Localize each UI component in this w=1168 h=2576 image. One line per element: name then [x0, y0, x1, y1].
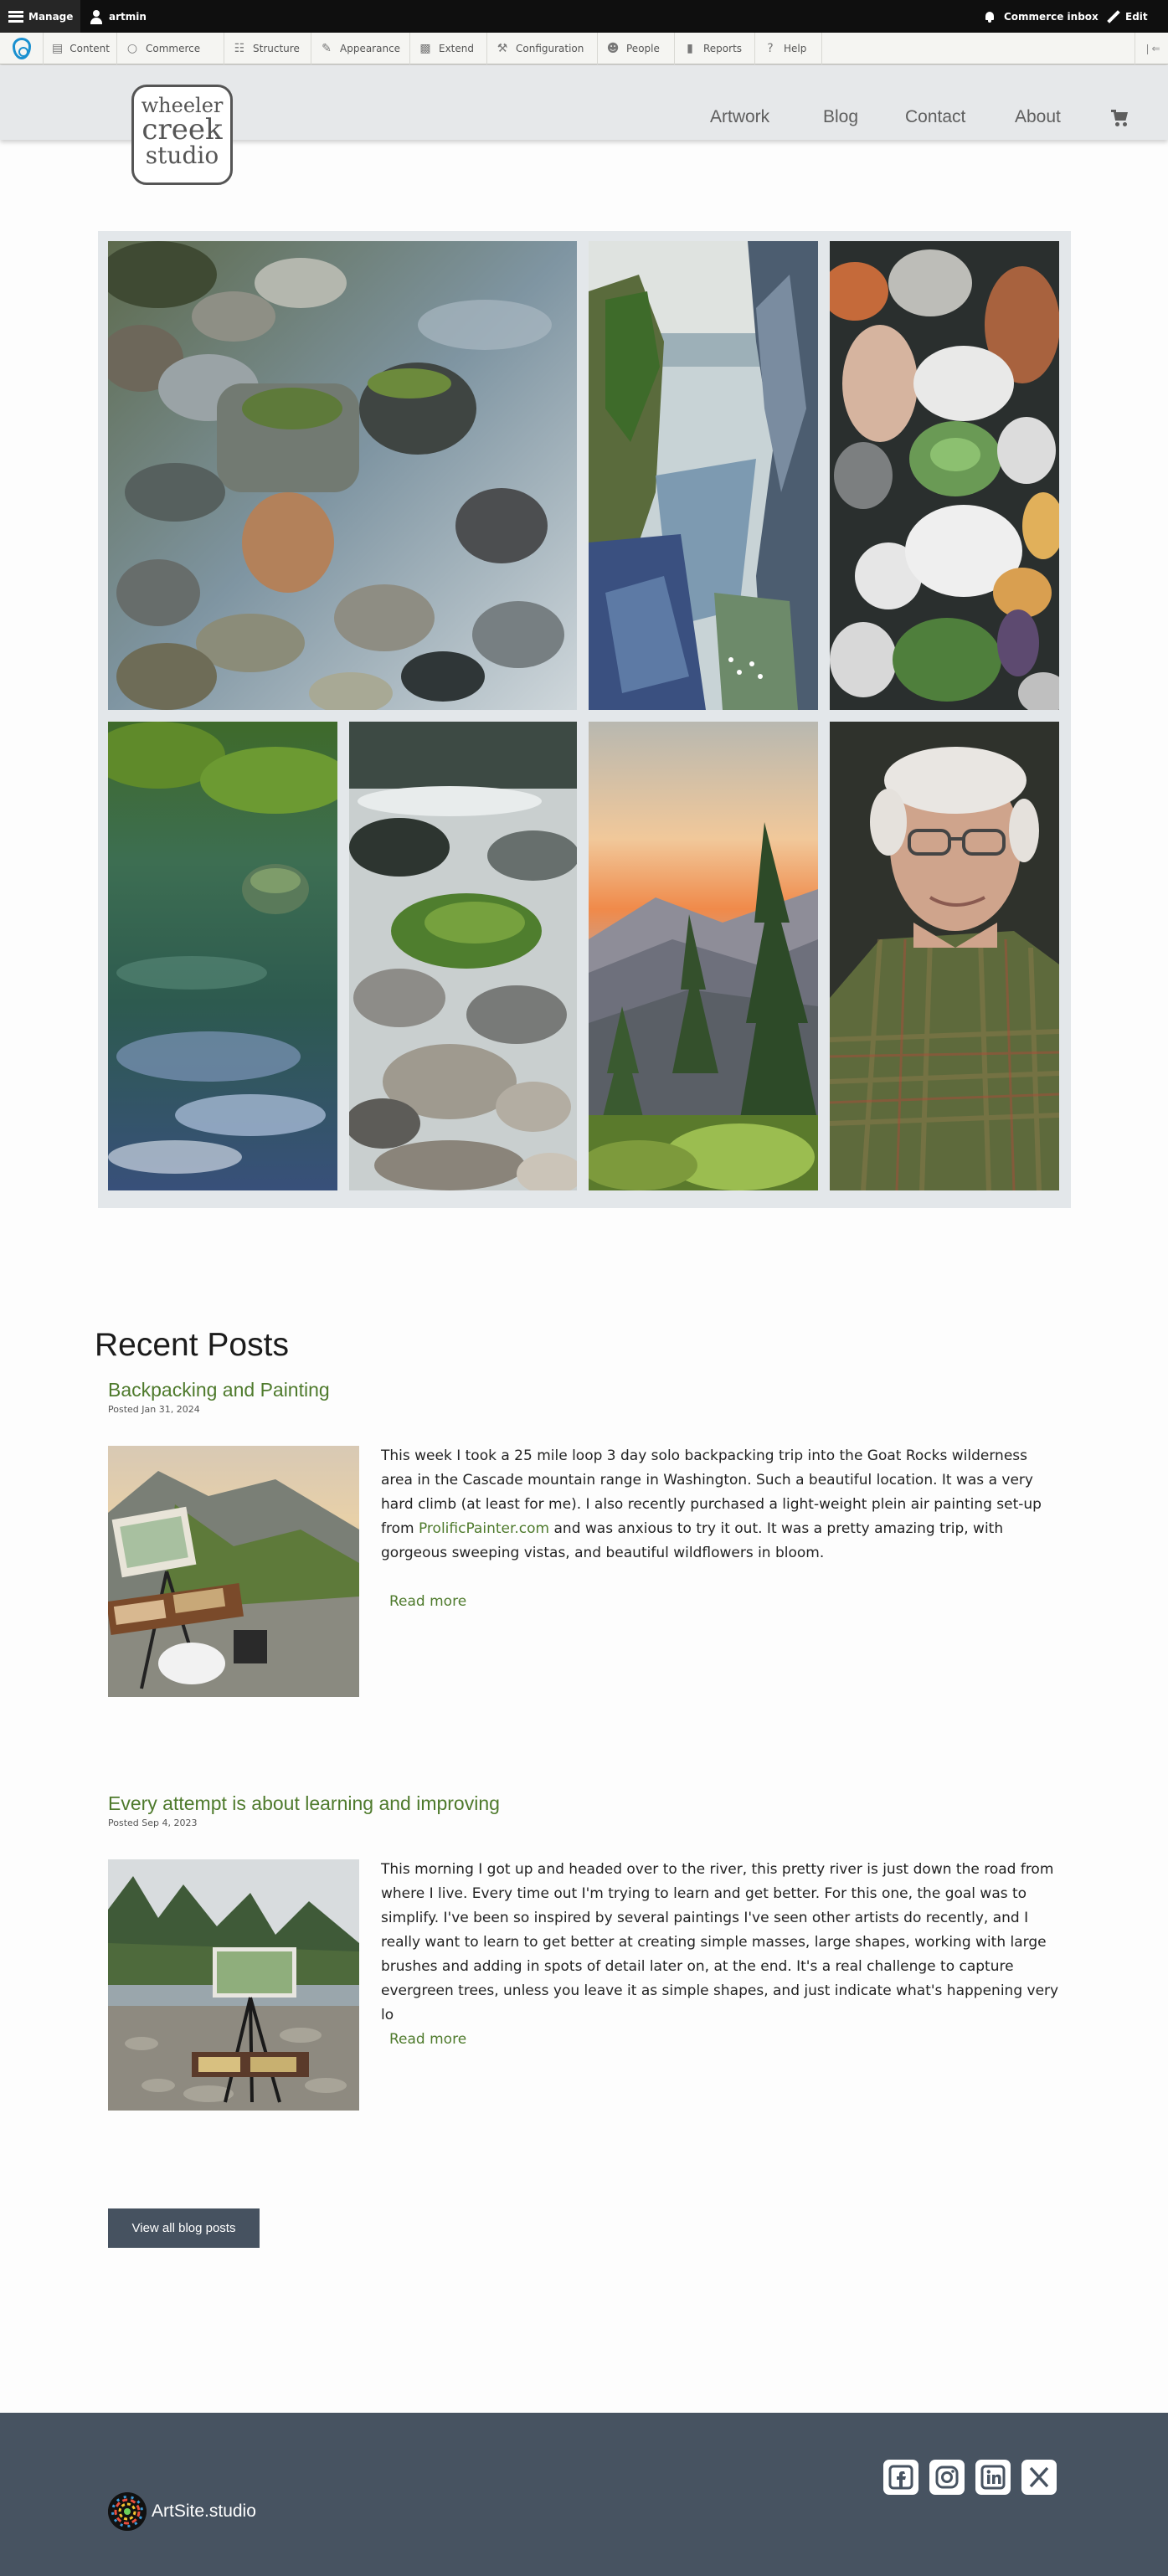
- prolific-painter-link[interactable]: ProlificPainter.com: [418, 1520, 550, 1537]
- logo-line-2: creek: [141, 113, 223, 147]
- cart-icon[interactable]: [1111, 110, 1129, 126]
- tray-item-help[interactable]: [755, 33, 822, 64]
- commerce-inbox-label: Commerce inbox: [1004, 10, 1099, 23]
- tray-item-label: Extend: [439, 43, 474, 54]
- coastal-cove-painting[interactable]: [589, 241, 818, 710]
- tray-item-label: Content: [69, 43, 110, 54]
- post-date: Posted Jan 31, 2024: [108, 1404, 200, 1415]
- user-button[interactable]: [89, 0, 147, 33]
- post-title-link[interactable]: Backpacking and Painting: [108, 1379, 330, 1401]
- artsite-brand-link[interactable]: [108, 2491, 256, 2532]
- facebook-icon[interactable]: [883, 2460, 918, 2495]
- bell-icon: [984, 11, 996, 23]
- tray-item-content[interactable]: [44, 33, 117, 64]
- configuration-icon: ⚒: [497, 42, 508, 55]
- tray-item-commerce[interactable]: [117, 33, 224, 64]
- artwork-gallery: [98, 231, 1071, 1208]
- tray-item-label: Structure: [253, 43, 300, 54]
- post-thumbnail-river[interactable]: [108, 1859, 359, 2111]
- manage-button[interactable]: [0, 0, 80, 33]
- post-thumbnail-backpacking[interactable]: [108, 1446, 359, 1697]
- edit-label: Edit: [1125, 10, 1148, 23]
- tray-item-label: Configuration: [516, 43, 584, 54]
- commerce-icon: ○: [126, 42, 138, 55]
- mountain-sunset-painting[interactable]: [589, 722, 818, 1190]
- edit-button[interactable]: [1107, 0, 1148, 33]
- drupal-drop-icon: [13, 38, 31, 59]
- structure-icon: ☷: [234, 42, 245, 55]
- post-body-text: and was anxious to try it out. It was a pretty amazing trip, with gorgeous sweeping vistas, and beautiful wildflowers in bloom.: [381, 1520, 1004, 1561]
- user-icon: [89, 9, 104, 24]
- tray-item-appearance[interactable]: [311, 33, 410, 64]
- post-title-link[interactable]: Every attempt is about learning and improving: [108, 1792, 500, 1814]
- tray-item-label: Help: [784, 43, 807, 54]
- tray-item-configuration[interactable]: [487, 33, 598, 64]
- tray-item-label: Commerce: [146, 43, 201, 54]
- logo-line-1: wheeler: [141, 94, 224, 117]
- site-logo[interactable]: [131, 85, 233, 185]
- tray-item-extend[interactable]: [410, 33, 487, 64]
- extend-icon: ▩: [419, 42, 431, 55]
- tray-item-label: People: [626, 43, 660, 54]
- post-body: [381, 1444, 1063, 1566]
- tray-item-reports[interactable]: [675, 33, 755, 64]
- read-more-link[interactable]: Read more: [389, 2031, 467, 2048]
- post-date: Posted Sep 4, 2023: [108, 1818, 198, 1828]
- logo-line-3: studio: [145, 141, 219, 169]
- hamburger-icon: [8, 11, 23, 23]
- admin-tray: [0, 33, 1168, 64]
- read-more-link[interactable]: Read more: [389, 1593, 467, 1610]
- appearance-icon: ✎: [322, 42, 332, 55]
- river-rocks-painting[interactable]: [108, 241, 577, 710]
- nav-artwork[interactable]: Artwork: [710, 107, 770, 126]
- admin-toolbar: [0, 0, 1168, 33]
- manage-label: Manage: [28, 10, 74, 23]
- nav-about[interactable]: About: [1015, 107, 1061, 126]
- commerce-inbox-button[interactable]: [984, 0, 1099, 33]
- post-body: This morning I got up and headed over to the river, this pretty river is just down the road from where I live. Every time out I'm trying to learn and get better. For this one, the goal was to simplify. I've been so inspired by several paintings I've seen other artists do recently, and I really want to learn to get better at creating simple masses, large shapes, working with large brushes and adding in spots of detail later on, at the end. It's a real challenge to capture evergreen trees, unless you leave it as simple shapes, and just indicate what's happening very lo: [381, 1861, 1059, 2023]
- artsite-brand-label: ArtSite.studio: [152, 2501, 256, 2521]
- pencil-icon: [1107, 10, 1120, 23]
- recent-posts-heading: Recent Posts: [95, 1327, 289, 1363]
- nav-blog[interactable]: Blog: [823, 107, 859, 126]
- dock-icon: ❘⇐: [1143, 43, 1160, 54]
- tray-item-people[interactable]: [598, 33, 675, 64]
- green-river-painting[interactable]: [108, 722, 337, 1190]
- beach-stones-painting[interactable]: [830, 241, 1059, 710]
- linkedin-icon[interactable]: [975, 2460, 1011, 2495]
- nav-contact[interactable]: Contact: [905, 107, 966, 126]
- content-icon: ▤: [52, 42, 64, 55]
- creek-grass-painting[interactable]: [349, 722, 577, 1190]
- user-label: artmin: [109, 10, 147, 23]
- x-icon[interactable]: [1021, 2460, 1057, 2495]
- tray-item-label: Appearance: [340, 43, 401, 54]
- view-all-blog-posts-button[interactable]: View all blog posts: [108, 2208, 260, 2248]
- people-icon: ☻: [606, 42, 620, 55]
- post-body-text: This week I took a 25 mile loop 3 day solo backpacking trip into the Goat Rocks wilderness area in the Cascade mountain range in Washington. Such a beautiful location. It was a very hard climb (at least for me). I also recently purchased a light-weight plein air painting set-up from: [381, 1447, 1042, 1537]
- tray-item-structure[interactable]: [224, 33, 311, 64]
- instagram-icon[interactable]: [929, 2460, 965, 2495]
- tray-item-label: Reports: [703, 43, 743, 54]
- portrait-painting[interactable]: [830, 722, 1059, 1190]
- reports-icon: ▮: [687, 42, 693, 55]
- artsite-logo-icon: [108, 2492, 147, 2531]
- dock-toggle-button[interactable]: [1135, 33, 1168, 64]
- drupal-home-button[interactable]: [0, 33, 44, 64]
- help-icon: ?: [767, 42, 774, 55]
